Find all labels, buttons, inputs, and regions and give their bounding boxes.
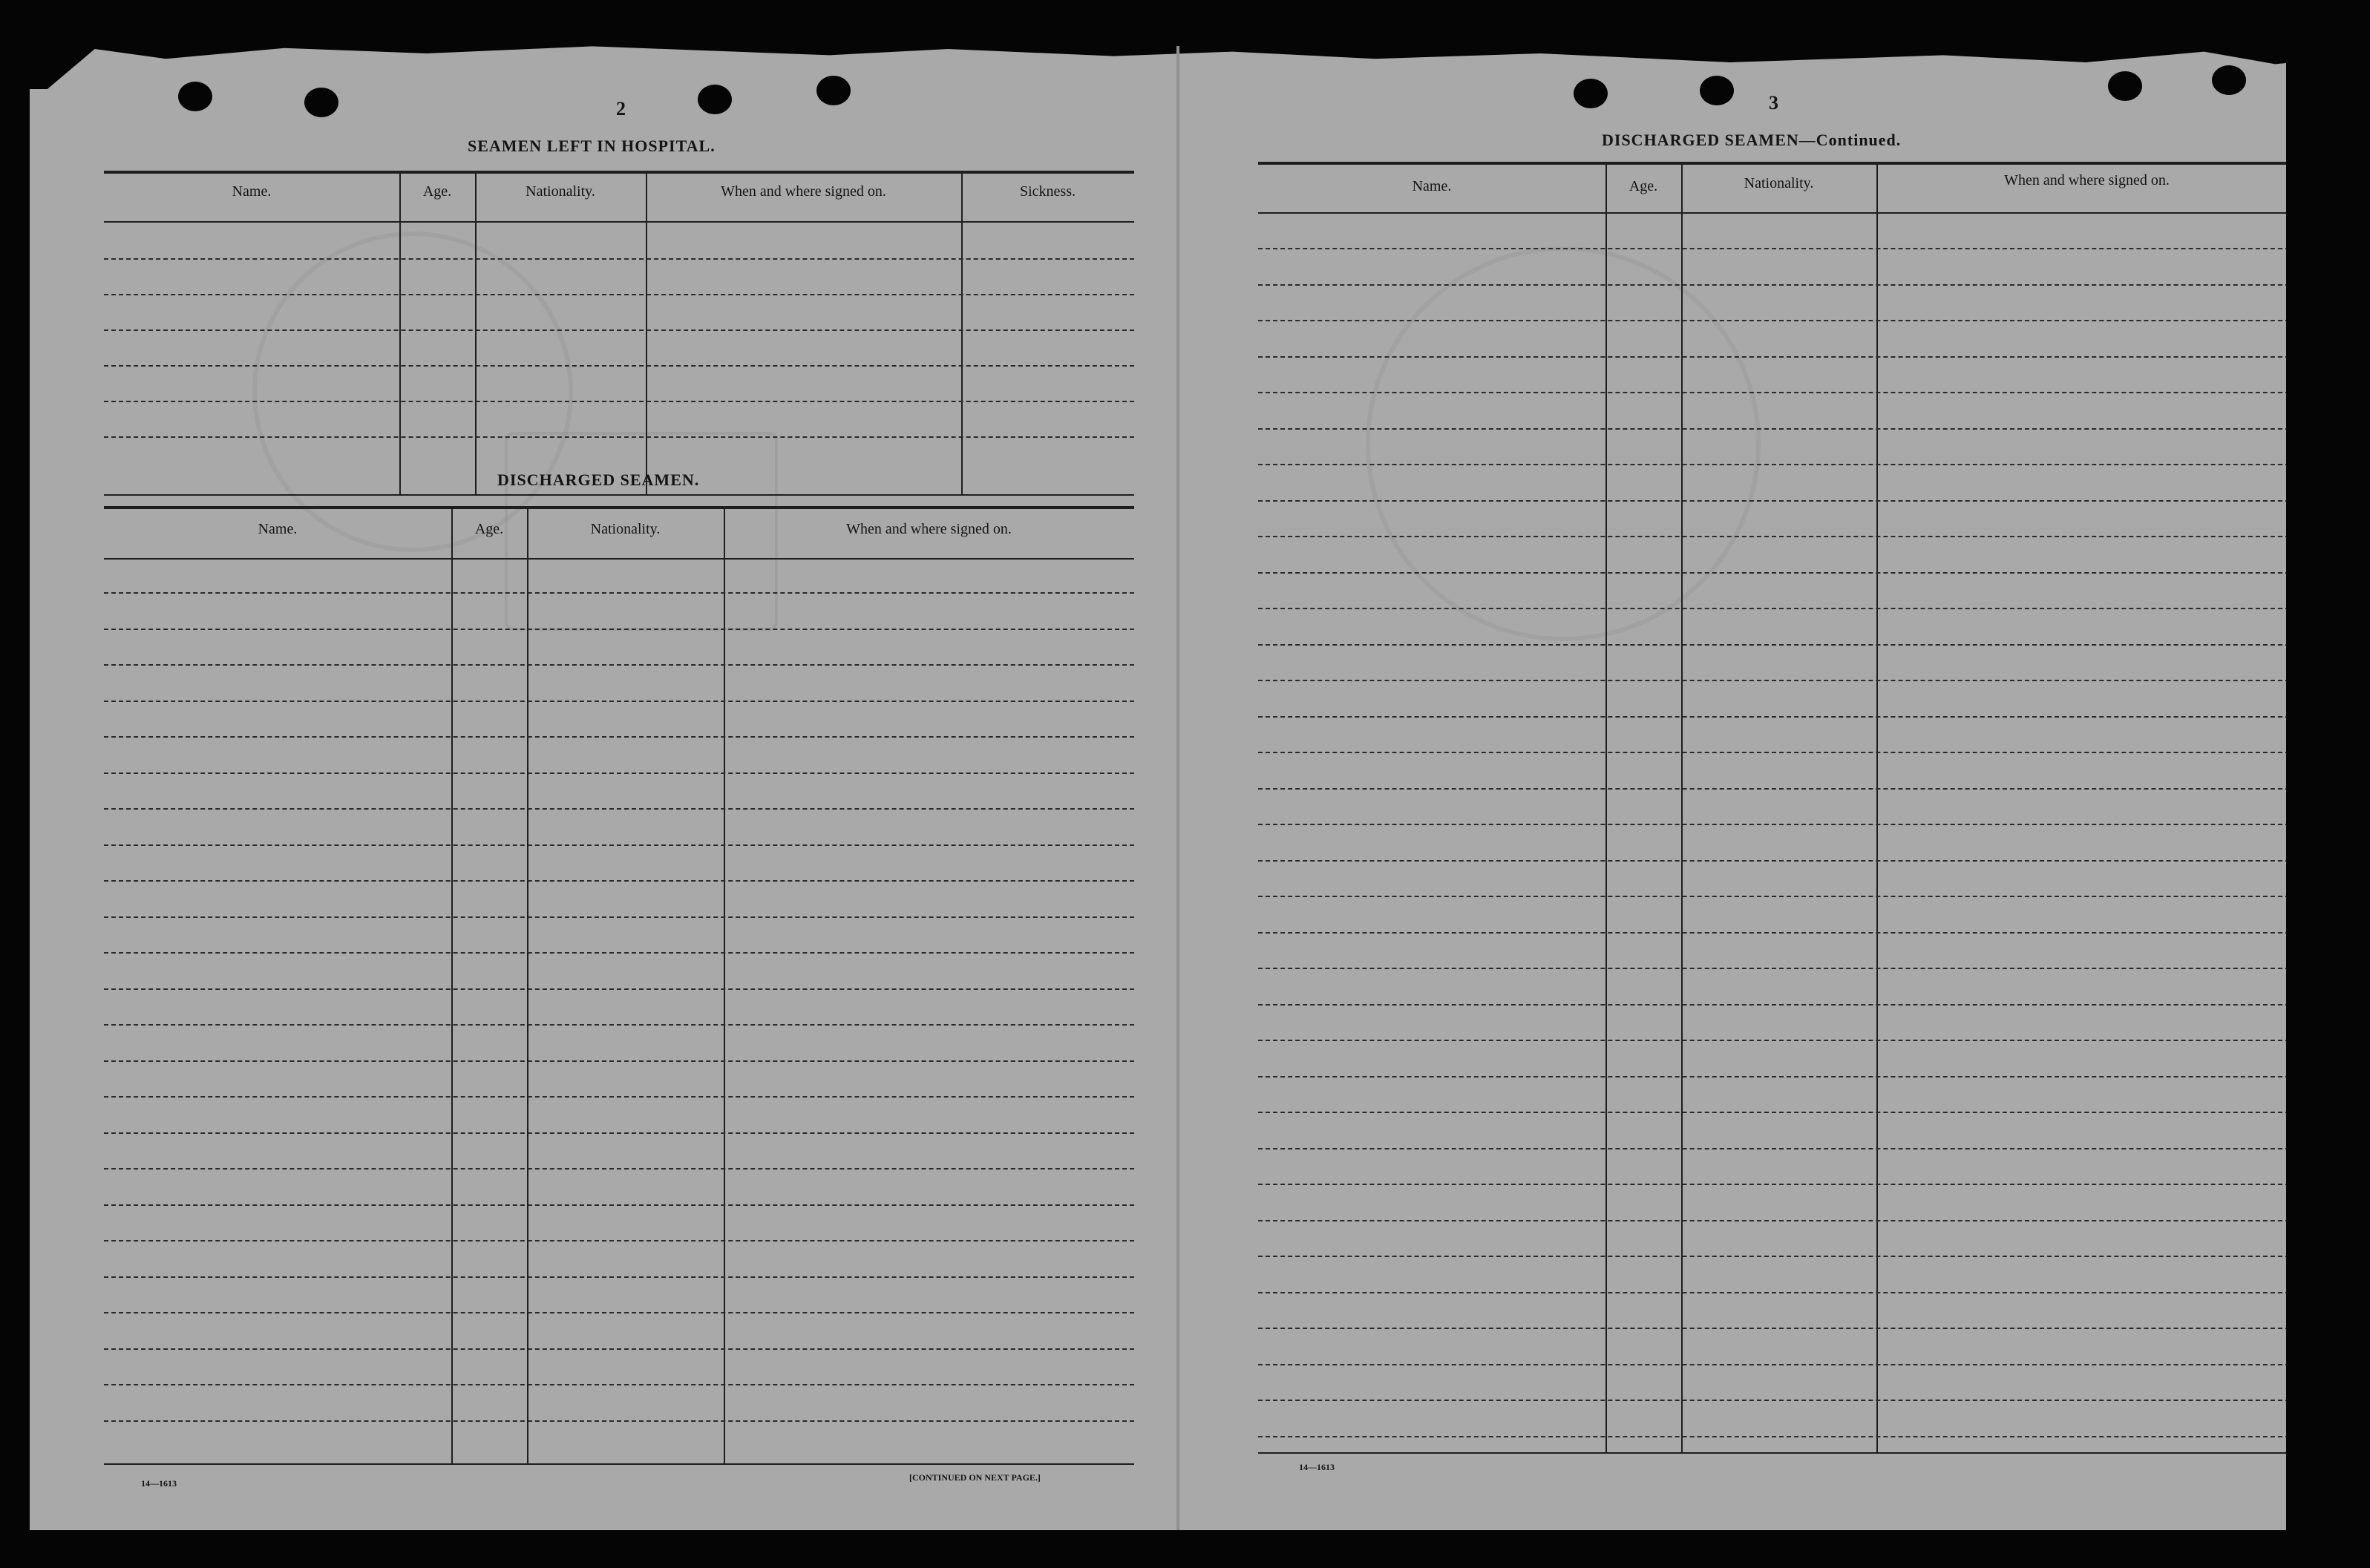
hospital-col-divider xyxy=(961,171,963,494)
hospital-entry-line xyxy=(104,436,1134,438)
entry-line xyxy=(1258,1436,2286,1437)
right-page-number: 3 xyxy=(1769,92,1778,114)
entry-line xyxy=(1258,932,2286,934)
entry-line xyxy=(1258,608,2286,609)
entry-line xyxy=(1258,968,2286,969)
entry-line xyxy=(1258,644,2286,646)
right-header-rule xyxy=(1258,212,2286,214)
discharged-col-divider xyxy=(527,506,528,1463)
entry-line xyxy=(1258,1220,2286,1221)
hospital-header-rule xyxy=(104,221,1134,223)
faded-stamp xyxy=(1366,246,1761,641)
entry-line xyxy=(1258,716,2286,718)
entry-line xyxy=(104,701,1134,702)
punch-hole xyxy=(304,88,338,117)
discharged-col-age: Age. xyxy=(474,521,504,537)
entry-line xyxy=(104,664,1134,666)
discharged-table-top-rule xyxy=(104,506,1134,509)
entry-line xyxy=(1258,1292,2286,1293)
entry-line xyxy=(1258,1040,2286,1041)
right-col-name: Name. xyxy=(1412,178,1452,194)
hospital-col-sickness: Sickness. xyxy=(1020,183,1076,200)
torn-top-edge xyxy=(30,46,2286,89)
punch-hole xyxy=(1574,79,1608,108)
hospital-section-title: SEAMEN LEFT IN HOSPITAL. xyxy=(468,137,716,155)
hospital-table-top-rule xyxy=(104,171,1134,174)
entry-line xyxy=(104,1060,1134,1062)
entry-line xyxy=(104,1312,1134,1313)
discharged-col-divider xyxy=(451,506,453,1463)
entry-line xyxy=(1258,1364,2286,1365)
hospital-table-bottom-rule xyxy=(104,494,1134,496)
entry-line xyxy=(104,1384,1134,1385)
discharged-header-rule xyxy=(104,558,1134,560)
entry-line xyxy=(1258,1148,2286,1149)
continued-note: [CONTINUED ON NEXT PAGE.] xyxy=(909,1472,1041,1483)
entry-line xyxy=(104,1024,1134,1026)
punch-hole xyxy=(178,82,212,111)
discharged-section-title: DISCHARGED SEAMEN. xyxy=(497,470,700,489)
hospital-entry-line xyxy=(104,258,1134,260)
right-col-age: Age. xyxy=(1628,178,1658,194)
hospital-entry-line xyxy=(104,329,1134,331)
entry-line xyxy=(1258,428,2286,430)
hospital-entry-line xyxy=(104,365,1134,367)
entry-line xyxy=(1258,1328,2286,1329)
left-page-number: 2 xyxy=(616,98,626,119)
discharged-col-signed-on: When and where signed on. xyxy=(846,521,1012,537)
entry-line xyxy=(1258,320,2286,321)
entry-line xyxy=(1258,1004,2286,1006)
hospital-col-divider xyxy=(475,171,477,494)
entry-line xyxy=(1258,896,2286,897)
punch-hole xyxy=(816,76,851,105)
entry-line xyxy=(1258,536,2286,537)
hospital-col-age: Age. xyxy=(422,183,452,200)
entry-line xyxy=(1258,500,2286,502)
entry-line xyxy=(104,772,1134,774)
entry-line xyxy=(1258,860,2286,862)
punch-hole xyxy=(2212,65,2246,95)
entry-line xyxy=(104,1240,1134,1241)
center-fold xyxy=(1176,46,1179,1530)
left-form-number: 14—1613 xyxy=(141,1478,177,1489)
right-table-top-rule xyxy=(1258,162,2286,165)
entry-line xyxy=(104,592,1134,594)
entry-line xyxy=(1258,1184,2286,1185)
punch-hole xyxy=(1700,76,1734,105)
entry-line xyxy=(1258,824,2286,825)
right-form-number: 14—1613 xyxy=(1299,1462,1335,1472)
entry-line xyxy=(1258,1256,2286,1257)
hospital-col-divider xyxy=(646,171,647,494)
entry-line xyxy=(1258,392,2286,393)
document-paper xyxy=(30,46,2286,1530)
entry-line xyxy=(104,916,1134,918)
entry-line xyxy=(104,880,1134,882)
hospital-col-divider xyxy=(399,171,401,494)
punch-hole xyxy=(2108,71,2142,101)
hospital-col-signed-on: When and where signed on. xyxy=(721,183,886,200)
entry-line xyxy=(104,844,1134,846)
entry-line xyxy=(1258,1112,2286,1113)
entry-line xyxy=(1258,1400,2286,1401)
discharged-col-nationality: Nationality. xyxy=(590,521,661,537)
entry-line xyxy=(104,1276,1134,1278)
hospital-entry-line xyxy=(104,294,1134,295)
entry-line xyxy=(104,808,1134,810)
entry-line xyxy=(104,736,1134,738)
entry-line xyxy=(1258,1076,2286,1077)
entry-line xyxy=(104,629,1134,630)
punch-hole xyxy=(698,85,732,114)
entry-line xyxy=(1258,752,2286,753)
entry-line xyxy=(104,1420,1134,1422)
entry-line xyxy=(1258,788,2286,790)
right-section-title: DISCHARGED SEAMEN—Continued. xyxy=(1602,131,1902,149)
entry-line xyxy=(1258,284,2286,286)
right-col-signed-on: When and where signed on. xyxy=(2004,172,2170,188)
entry-line xyxy=(104,1204,1134,1206)
entry-line xyxy=(1258,680,2286,681)
hospital-col-name: Name. xyxy=(232,183,272,200)
entry-line xyxy=(104,988,1134,990)
hospital-col-nationality: Nationality. xyxy=(526,183,595,200)
entry-line xyxy=(104,1168,1134,1170)
right-col-nationality: Nationality. xyxy=(1744,175,1814,191)
right-table-bottom-rule xyxy=(1258,1452,2286,1454)
entry-line xyxy=(104,1132,1134,1134)
entry-line xyxy=(1258,356,2286,358)
entry-line xyxy=(1258,572,2286,574)
entry-line xyxy=(104,952,1134,954)
entry-line xyxy=(104,1096,1134,1098)
entry-line xyxy=(104,1348,1134,1350)
entry-line xyxy=(1258,464,2286,465)
discharged-col-name: Name. xyxy=(258,521,298,537)
discharged-table-bottom-rule xyxy=(104,1463,1134,1465)
hospital-entry-line xyxy=(104,401,1134,402)
discharged-col-divider xyxy=(724,506,725,1463)
entry-line xyxy=(1258,248,2286,249)
